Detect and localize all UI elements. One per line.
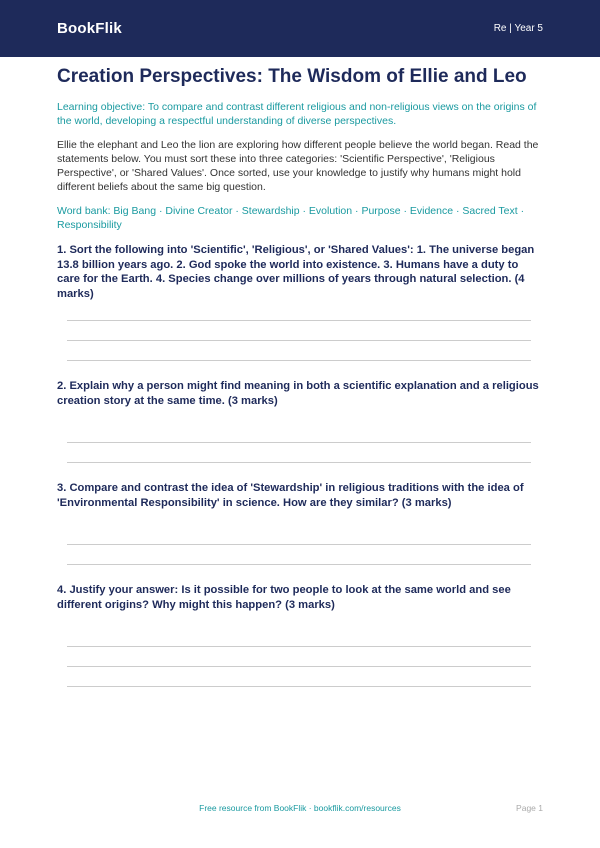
intro-text: Ellie the elephant and Leo the lion are exploring how different people believe the world began. Read the statements below. You must sort these into three categories: 'Scientific Perspective', 'Religious Perspective', or 'Shared Values'. Once sorted, use your knowledge to justify why humans might hold different beliefs about the same big question. bbox=[57, 139, 539, 193]
footer-link[interactable]: Free resource from BookFlik · bookflik.com/resources bbox=[199, 803, 401, 813]
answer-line[interactable] bbox=[67, 666, 531, 667]
learning-objective: Learning objective: To compare and contrast different religious and non-religious views on the origins of the world, developing a respectful understanding of diverse perspectives. bbox=[57, 101, 537, 127]
answer-line[interactable] bbox=[67, 360, 531, 361]
word-bank: Word bank: Big Bang · Divine Creator · Stewardship · Evolution · Purpose · Evidence · Sacred Text · Responsibility bbox=[57, 205, 525, 231]
question-3: 3. Compare and contrast the idea of 'Stewardship' in religious traditions with the idea of 'Environmental Responsibility' in science. How are they similar? (3 marks) bbox=[57, 482, 524, 509]
answer-line[interactable] bbox=[67, 686, 531, 687]
answer-line[interactable] bbox=[67, 462, 531, 463]
subject-year-label: Re | Year 5 bbox=[493, 23, 543, 34]
answer-line[interactable] bbox=[67, 442, 531, 443]
page-header bbox=[0, 0, 600, 57]
worksheet-title: Creation Perspectives: The Wisdom of Ellie and Leo bbox=[57, 66, 527, 87]
page-number: Page 1 bbox=[516, 803, 543, 813]
answer-line[interactable] bbox=[67, 646, 531, 647]
question-1: 1. Sort the following into 'Scientific', 'Religious', or 'Shared Values': 1. The universe began 13.8 billion years ago. 2. God spoke the world into existence. 3. Humans have a duty to care for the Earth. 4. Species change over millions of years through natural selection. (4 marks) bbox=[57, 244, 535, 300]
answer-line[interactable] bbox=[67, 340, 531, 341]
worksheet-intro bbox=[57, 66, 543, 232]
answer-line[interactable] bbox=[67, 320, 531, 321]
answer-line[interactable] bbox=[67, 544, 531, 545]
brand-logo: BookFlik bbox=[57, 20, 122, 37]
question-4: 4. Justify your answer: Is it possible for two people to look at the same world and see different origins? Why might this happen? (3 marks) bbox=[57, 584, 511, 611]
answer-line[interactable] bbox=[67, 564, 531, 565]
question-2: 2. Explain why a person might find meaning in both a scientific explanation and a religious creation story at the same time. (3 marks) bbox=[57, 380, 539, 407]
